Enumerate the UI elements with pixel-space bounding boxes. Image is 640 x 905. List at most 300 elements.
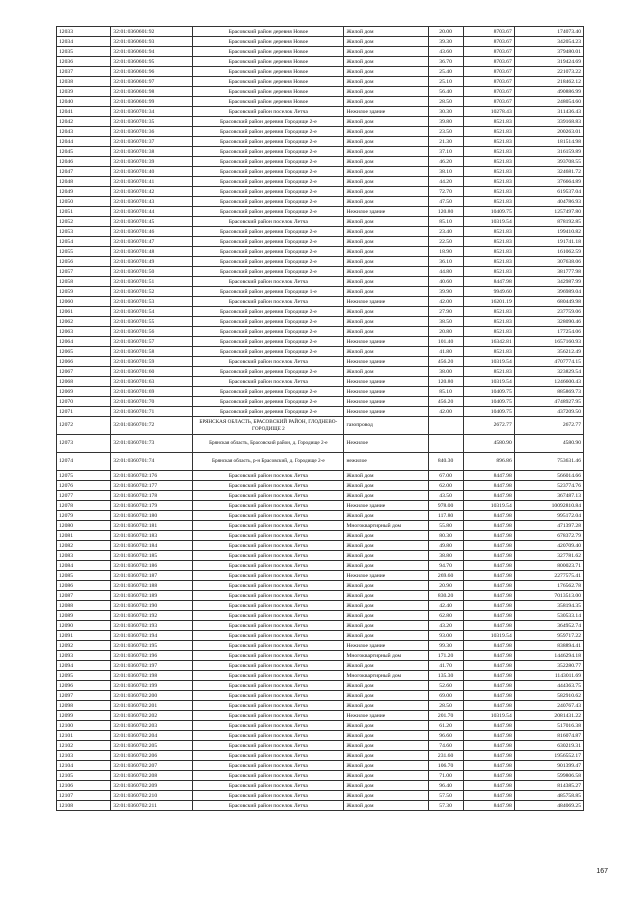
- cadastral-number-cell: 32:01:0360701:45: [111, 217, 193, 227]
- cadastral-number-cell: 32:01:0360601:96: [111, 67, 193, 77]
- table-body: [57, 27, 584, 811]
- address-cell: Брасовский район деревня Городище 2-е: [193, 137, 344, 147]
- area-cell: 49.80: [428, 541, 463, 551]
- row-number-cell: 12084: [57, 561, 111, 571]
- cadastral-value-cell: 599806.58: [514, 771, 583, 781]
- row-number-cell: 12047: [57, 167, 111, 177]
- table-row: [57, 377, 584, 387]
- cadastral-number-cell: 32:01:0360701:47: [111, 237, 193, 247]
- object-type-cell: Жилой дом: [344, 237, 428, 247]
- page-number: 167: [596, 868, 608, 875]
- specific-value-cell: 8447.98: [463, 651, 514, 661]
- address-cell: Брасовский район поселок Летча: [193, 357, 344, 367]
- cadastral-value-cell: 218462.12: [514, 77, 583, 87]
- address-cell: Брасовский район поселок Летча: [193, 611, 344, 621]
- object-type-cell: Жилой дом: [344, 681, 428, 691]
- area-cell: 135.30: [428, 671, 463, 681]
- object-type-cell: Жилой дом: [344, 621, 428, 631]
- specific-value-cell: 8521.83: [463, 347, 514, 357]
- table-row: [57, 177, 584, 187]
- cadastral-number-cell: 32:01:0360701:73: [111, 435, 193, 453]
- specific-value-cell: 9949.60: [463, 287, 514, 297]
- table-row: [57, 551, 584, 561]
- cadastral-number-cell: 32:01:0360601:97: [111, 77, 193, 87]
- specific-value-cell: 8447.98: [463, 551, 514, 561]
- row-number-cell: 12046: [57, 157, 111, 167]
- cadastral-value-cell: 339168.83: [514, 117, 583, 127]
- table-row: [57, 681, 584, 691]
- table-row: [57, 67, 584, 77]
- address-cell: Брасовский район деревня Городище 2-е: [193, 267, 344, 277]
- cadastral-number-cell: 32:01:0360702:209: [111, 781, 193, 791]
- area-cell: 85.10: [428, 217, 463, 227]
- specific-value-cell: 8447.98: [463, 611, 514, 621]
- specific-value-cell: 8447.98: [463, 491, 514, 501]
- object-type-cell: Жилой дом: [344, 347, 428, 357]
- table-row: [57, 307, 584, 317]
- cadastral-value-cell: 311436.43: [514, 107, 583, 117]
- object-type-cell: Нежилое здание: [344, 297, 428, 307]
- object-type-cell: Жилой дом: [344, 187, 428, 197]
- object-type-cell: Жилой дом: [344, 481, 428, 491]
- table-row: [57, 127, 584, 137]
- row-number-cell: 12073: [57, 435, 111, 453]
- cadastral-number-cell: 32:01:0360702:181: [111, 521, 193, 531]
- object-type-cell: Жилой дом: [344, 197, 428, 207]
- row-number-cell: 12038: [57, 77, 111, 87]
- address-cell: Брасовский район деревня Городище 2-е: [193, 407, 344, 417]
- cadastral-number-cell: 32:01:0360702:207: [111, 761, 193, 771]
- area-cell: 101.40: [428, 337, 463, 347]
- cadastral-number-cell: 32:01:0360702:177: [111, 481, 193, 491]
- object-type-cell: Жилой дом: [344, 611, 428, 621]
- table-row: [57, 227, 584, 237]
- row-number-cell: 12079: [57, 511, 111, 521]
- cadastral-value-cell: 356212.49: [514, 347, 583, 357]
- table-row: [57, 641, 584, 651]
- table-row: [57, 501, 584, 511]
- address-cell: Брасовский район деревня Городище 1-е: [193, 287, 344, 297]
- row-number-cell: 12083: [57, 551, 111, 561]
- area-cell: 71.00: [428, 771, 463, 781]
- object-type-cell: Жилой дом: [344, 631, 428, 641]
- area-cell: 30.30: [428, 107, 463, 117]
- address-cell: Брасовский район деревня Новое: [193, 57, 344, 67]
- area-cell: 37.10: [428, 147, 463, 157]
- object-type-cell: Нежилое здание: [344, 407, 428, 417]
- cadastral-value-cell: 191741.18: [514, 237, 583, 247]
- cadastral-value-cell: 582910.62: [514, 691, 583, 701]
- address-cell: Брасовский район поселок Летча: [193, 107, 344, 117]
- row-number-cell: 12075: [57, 471, 111, 481]
- cadastral-number-cell: 32:01:0360701:35: [111, 117, 193, 127]
- table-row: [57, 571, 584, 581]
- row-number-cell: 12042: [57, 117, 111, 127]
- address-cell: Брасовский район поселок Летча: [193, 751, 344, 761]
- object-type-cell: Многоквартирный дом: [344, 521, 428, 531]
- area-cell: 46.20: [428, 157, 463, 167]
- object-type-cell: Жилой дом: [344, 167, 428, 177]
- cadastral-value-cell: 352280.77: [514, 661, 583, 671]
- cadastral-number-cell: 32:01:0360702:185: [111, 551, 193, 561]
- address-cell: Брасовский район поселок Летча: [193, 471, 344, 481]
- area-cell: 39.30: [428, 37, 463, 47]
- specific-value-cell: 8703.67: [463, 77, 514, 87]
- row-number-cell: 12099: [57, 711, 111, 721]
- address-cell: Брасовский район деревня Городище 2-е: [193, 227, 344, 237]
- area-cell: 42.00: [428, 407, 463, 417]
- specific-value-cell: 8447.98: [463, 691, 514, 701]
- address-cell: Брасовский район поселок Летча: [193, 591, 344, 601]
- table-row: [57, 167, 584, 177]
- specific-value-cell: 896.86: [463, 453, 514, 471]
- address-cell: Брасовский район деревня Городище 2-е: [193, 347, 344, 357]
- specific-value-cell: 8521.83: [463, 367, 514, 377]
- address-cell: Брасовский район поселок Летча: [193, 721, 344, 731]
- row-number-cell: 12066: [57, 357, 111, 367]
- address-cell: Брасовский район деревня Городище 2-е: [193, 187, 344, 197]
- specific-value-cell: 8521.83: [463, 317, 514, 327]
- cadastral-value-cell: 319424.69: [514, 57, 583, 67]
- cadastral-value-cell: 995172.04: [514, 511, 583, 521]
- row-number-cell: 12051: [57, 207, 111, 217]
- table-row: [57, 187, 584, 197]
- cadastral-value-cell: 444363.75: [514, 681, 583, 691]
- table-row: [57, 327, 584, 337]
- object-type-cell: Жилой дом: [344, 471, 428, 481]
- address-cell: Брасовский район поселок Летча: [193, 771, 344, 781]
- cadastral-number-cell: 32:01:0360701:54: [111, 307, 193, 317]
- row-number-cell: 12036: [57, 57, 111, 67]
- address-cell: Брасовский район поселок Летча: [193, 731, 344, 741]
- address-cell: Брасовский район поселок Летча: [193, 217, 344, 227]
- table-row: [57, 771, 584, 781]
- area-cell: 62.80: [428, 611, 463, 621]
- table-row: [57, 631, 584, 641]
- area-cell: 85.10: [428, 387, 463, 397]
- object-type-cell: Жилой дом: [344, 277, 428, 287]
- cadastral-value-cell: 566014.66: [514, 471, 583, 481]
- area-cell: 36.70: [428, 57, 463, 67]
- area-cell: 22.50: [428, 237, 463, 247]
- cadastral-value-cell: 381777.98: [514, 267, 583, 277]
- row-number-cell: 12063: [57, 327, 111, 337]
- cadastral-number-cell: 32:01:0360702:200: [111, 691, 193, 701]
- cadastral-number-cell: 32:01:0360701:55: [111, 317, 193, 327]
- cadastral-value-cell: 327781.62: [514, 551, 583, 561]
- specific-value-cell: 8447.98: [463, 571, 514, 581]
- cadastral-value-cell: 437209.50: [514, 407, 583, 417]
- address-cell: Брасовский район деревня Новое: [193, 37, 344, 47]
- area-cell: 61.20: [428, 721, 463, 731]
- cadastral-number-cell: 32:01:0360601:99: [111, 97, 193, 107]
- address-cell: Брасовский район поселок Летча: [193, 791, 344, 801]
- row-number-cell: 12048: [57, 177, 111, 187]
- object-type-cell: Жилой дом: [344, 267, 428, 277]
- table-row: [57, 397, 584, 407]
- cadastral-value-cell: 7013513.00: [514, 591, 583, 601]
- address-cell: Брасовский район деревня Городище 2-е: [193, 247, 344, 257]
- specific-value-cell: 10409.75: [463, 387, 514, 397]
- table-row: [57, 407, 584, 417]
- specific-value-cell: 8521.83: [463, 127, 514, 137]
- specific-value-cell: 10278.43: [463, 107, 514, 117]
- object-type-cell: Жилой дом: [344, 327, 428, 337]
- row-number-cell: 12090: [57, 621, 111, 631]
- specific-value-cell: 8521.83: [463, 307, 514, 317]
- cadastral-number-cell: 32:01:0360702:198: [111, 671, 193, 681]
- row-number-cell: 12039: [57, 87, 111, 97]
- object-type-cell: Нежилое здание: [344, 501, 428, 511]
- specific-value-cell: 8447.98: [463, 581, 514, 591]
- table-row: [57, 791, 584, 801]
- row-number-cell: 12100: [57, 721, 111, 731]
- object-type-cell: газопровод: [344, 417, 428, 435]
- row-number-cell: 12071: [57, 407, 111, 417]
- address-cell: Брасовский район поселок Летча: [193, 781, 344, 791]
- specific-value-cell: 8521.83: [463, 247, 514, 257]
- cadastral-value-cell: 753631.46: [514, 453, 583, 471]
- cadastral-number-cell: 32:01:0360702:178: [111, 491, 193, 501]
- table-row: [57, 531, 584, 541]
- specific-value-cell: 8447.98: [463, 781, 514, 791]
- cadastral-value-cell: 1446294.18: [514, 651, 583, 661]
- address-cell: Брасовский район деревня Городище 2-е: [193, 387, 344, 397]
- cadastral-number-cell: 32:01:0360702:183: [111, 531, 193, 541]
- area-cell: 72.70: [428, 187, 463, 197]
- row-number-cell: 12089: [57, 611, 111, 621]
- row-number-cell: 12043: [57, 127, 111, 137]
- cadastral-number-cell: 32:01:0360701:41: [111, 177, 193, 187]
- address-cell: Брасовский район поселок Летча: [193, 681, 344, 691]
- row-number-cell: 12081: [57, 531, 111, 541]
- cadastral-value-cell: 307638.06: [514, 257, 583, 267]
- specific-value-cell: 8447.98: [463, 591, 514, 601]
- address-cell: Брасовский район деревня Городище 2-е: [193, 117, 344, 127]
- specific-value-cell: 8703.67: [463, 97, 514, 107]
- row-number-cell: 12061: [57, 307, 111, 317]
- specific-value-cell: 8447.98: [463, 741, 514, 751]
- cadastral-value-cell: 901399.47: [514, 761, 583, 771]
- object-type-cell: Жилой дом: [344, 117, 428, 127]
- cadastral-value-cell: 367487.13: [514, 491, 583, 501]
- row-number-cell: 12049: [57, 187, 111, 197]
- cadastral-number-cell: 32:01:0360702:188: [111, 581, 193, 591]
- table-row: [57, 107, 584, 117]
- area-cell: 20.90: [428, 581, 463, 591]
- specific-value-cell: 10319.54: [463, 631, 514, 641]
- cadastral-value-cell: 484069.25: [514, 801, 583, 811]
- object-type-cell: Жилой дом: [344, 157, 428, 167]
- specific-value-cell: 8447.98: [463, 791, 514, 801]
- area-cell: 55.80: [428, 521, 463, 531]
- table-row: [57, 37, 584, 47]
- table-row: [57, 237, 584, 247]
- address-cell: Брасовский район поселок Летча: [193, 641, 344, 651]
- cadastral-value-cell: 200263.01: [514, 127, 583, 137]
- area-cell: 120.80: [428, 377, 463, 387]
- row-number-cell: 12097: [57, 691, 111, 701]
- object-type-cell: Жилой дом: [344, 591, 428, 601]
- cadastral-value-cell: 176562.78: [514, 581, 583, 591]
- cadastral-value-cell: 2672.77: [514, 417, 583, 435]
- object-type-cell: Многоквартирный дом: [344, 651, 428, 661]
- table-row: [57, 347, 584, 357]
- row-number-cell: 12045: [57, 147, 111, 157]
- specific-value-cell: 8521.83: [463, 327, 514, 337]
- object-type-cell: Нежилое здание: [344, 711, 428, 721]
- cadastral-number-cell: 32:01:0360601:98: [111, 87, 193, 97]
- object-type-cell: Жилой дом: [344, 27, 428, 37]
- row-number-cell: 12070: [57, 397, 111, 407]
- table-row: [57, 435, 584, 453]
- cadastral-number-cell: 32:01:0360701:60: [111, 367, 193, 377]
- table-row: [57, 601, 584, 611]
- area-cell: 62.00: [428, 481, 463, 491]
- row-number-cell: 12085: [57, 571, 111, 581]
- cadastral-value-cell: 2081431.22: [514, 711, 583, 721]
- row-number-cell: 12105: [57, 771, 111, 781]
- area-cell: 39.80: [428, 117, 463, 127]
- area-cell: 38.80: [428, 551, 463, 561]
- table-row: [57, 417, 584, 435]
- table-row: [57, 157, 584, 167]
- cadastral-value-cell: 181514.98: [514, 137, 583, 147]
- cadastral-number-cell: 32:01:0360702:192: [111, 611, 193, 621]
- object-type-cell: Жилой дом: [344, 731, 428, 741]
- cadastral-number-cell: 32:01:0360702:186: [111, 561, 193, 571]
- cadastral-value-cell: 364952.74: [514, 621, 583, 631]
- table-row: [57, 267, 584, 277]
- cadastral-number-cell: 32:01:0360701:56: [111, 327, 193, 337]
- specific-value-cell: 8703.67: [463, 67, 514, 77]
- specific-value-cell: 8703.67: [463, 37, 514, 47]
- area-cell: 43.50: [428, 491, 463, 501]
- cadastral-value-cell: 530533.14: [514, 611, 583, 621]
- cadastral-number-cell: 32:01:0360701:70: [111, 397, 193, 407]
- object-type-cell: Нежилое здание: [344, 337, 428, 347]
- address-cell: Брасовский район поселок Летча: [193, 481, 344, 491]
- row-number-cell: 12064: [57, 337, 111, 347]
- cadastral-value-cell: 174073.40: [514, 27, 583, 37]
- specific-value-cell: 8521.83: [463, 267, 514, 277]
- area-cell: 69.00: [428, 691, 463, 701]
- row-number-cell: 12095: [57, 671, 111, 681]
- specific-value-cell: 8521.83: [463, 157, 514, 167]
- table-row: [57, 721, 584, 731]
- specific-value-cell: 8703.67: [463, 87, 514, 97]
- area-cell: 840.30: [428, 453, 463, 471]
- object-type-cell: Жилой дом: [344, 47, 428, 57]
- address-cell: Брасовский район деревня Городище 2-е: [193, 337, 344, 347]
- cadastral-number-cell: 32:01:0360701:43: [111, 197, 193, 207]
- area-cell: 456.20: [428, 397, 463, 407]
- cadastral-number-cell: 32:01:0360701:57: [111, 337, 193, 347]
- object-type-cell: Жилой дом: [344, 581, 428, 591]
- cadastral-number-cell: 32:01:0360701:34: [111, 107, 193, 117]
- specific-value-cell: 10409.75: [463, 397, 514, 407]
- area-cell: 27.90: [428, 307, 463, 317]
- address-cell: БРЯНСКАЯ ОБЛАСТЬ, БРАСОВСКИЙ РАЙОН, ГЛОДНЕВО-ГОРОДИЩЕ 2: [193, 417, 344, 435]
- table-row: [57, 357, 584, 367]
- area-cell: 21.30: [428, 137, 463, 147]
- object-type-cell: Нежилое здание: [344, 641, 428, 651]
- table-row: [57, 87, 584, 97]
- area-cell: 456.20: [428, 357, 463, 367]
- area-cell: 67.00: [428, 471, 463, 481]
- cadastral-number-cell: 32:01:0360701:36: [111, 127, 193, 137]
- specific-value-cell: 8521.83: [463, 197, 514, 207]
- cadastral-value-cell: 816074.87: [514, 731, 583, 741]
- area-cell: 40.60: [428, 277, 463, 287]
- area-cell: 20.80: [428, 327, 463, 337]
- cadastral-number-cell: 32:01:0360701:59: [111, 357, 193, 367]
- area-cell: 43.20: [428, 621, 463, 631]
- cadastral-value-cell: 630219.31: [514, 741, 583, 751]
- address-cell: Брасовский район поселок Летча: [193, 531, 344, 541]
- area-cell: 23.50: [428, 127, 463, 137]
- table-row: [57, 257, 584, 267]
- address-cell: Брасовский район деревня Новое: [193, 87, 344, 97]
- object-type-cell: Нежилое здание: [344, 377, 428, 387]
- table-row: [57, 731, 584, 741]
- cadastral-number-cell: 32:01:0360701:52: [111, 287, 193, 297]
- cadastral-value-cell: 393708.55: [514, 157, 583, 167]
- address-cell: Брасовский район поселок Летча: [193, 741, 344, 751]
- cadastral-number-cell: 32:01:0360701:40: [111, 167, 193, 177]
- address-cell: Брасовский район деревня Городище 2-е: [193, 197, 344, 207]
- cadastral-value-cell: 471397.28: [514, 521, 583, 531]
- area-cell: 41.80: [428, 347, 463, 357]
- area-cell: 171.20: [428, 651, 463, 661]
- row-number-cell: 12041: [57, 107, 111, 117]
- specific-value-cell: 8447.98: [463, 471, 514, 481]
- cadastral-value-cell: 678372.79: [514, 531, 583, 541]
- object-type-cell: Нежилое здание: [344, 357, 428, 367]
- specific-value-cell: 16201.19: [463, 297, 514, 307]
- table-row: [57, 621, 584, 631]
- row-number-cell: 12106: [57, 781, 111, 791]
- cadastral-number-cell: 32:01:0360702:176: [111, 471, 193, 481]
- cadastral-value-cell: 485758.85: [514, 791, 583, 801]
- row-number-cell: 12074: [57, 453, 111, 471]
- row-number-cell: 12037: [57, 67, 111, 77]
- row-number-cell: 12077: [57, 491, 111, 501]
- cadastral-number-cell: 32:01:0360702:194: [111, 631, 193, 641]
- specific-value-cell: 8447.98: [463, 561, 514, 571]
- specific-value-cell: 8447.98: [463, 761, 514, 771]
- object-type-cell: Жилой дом: [344, 701, 428, 711]
- cadastral-value-cell: 199410.82: [514, 227, 583, 237]
- area-cell: 25.40: [428, 67, 463, 77]
- address-cell: Брасовский район поселок Летча: [193, 571, 344, 581]
- object-type-cell: Жилой дом: [344, 771, 428, 781]
- address-cell: Брасовский район поселок Летча: [193, 581, 344, 591]
- cadastral-value-cell: 959717.22: [514, 631, 583, 641]
- specific-value-cell: 8447.98: [463, 531, 514, 541]
- object-type-cell: Нежилое: [344, 435, 428, 453]
- area-cell: 96.60: [428, 731, 463, 741]
- address-cell: Брасовский район поселок Летча: [193, 691, 344, 701]
- table-row: [57, 701, 584, 711]
- address-cell: Брасовский район деревня Городище 2-е: [193, 327, 344, 337]
- specific-value-cell: 8447.98: [463, 277, 514, 287]
- table-row: [57, 207, 584, 217]
- cadastral-number-cell: 32:01:0360701:50: [111, 267, 193, 277]
- cadastral-value-cell: 161062.59: [514, 247, 583, 257]
- table-row: [57, 581, 584, 591]
- table-row: [57, 561, 584, 571]
